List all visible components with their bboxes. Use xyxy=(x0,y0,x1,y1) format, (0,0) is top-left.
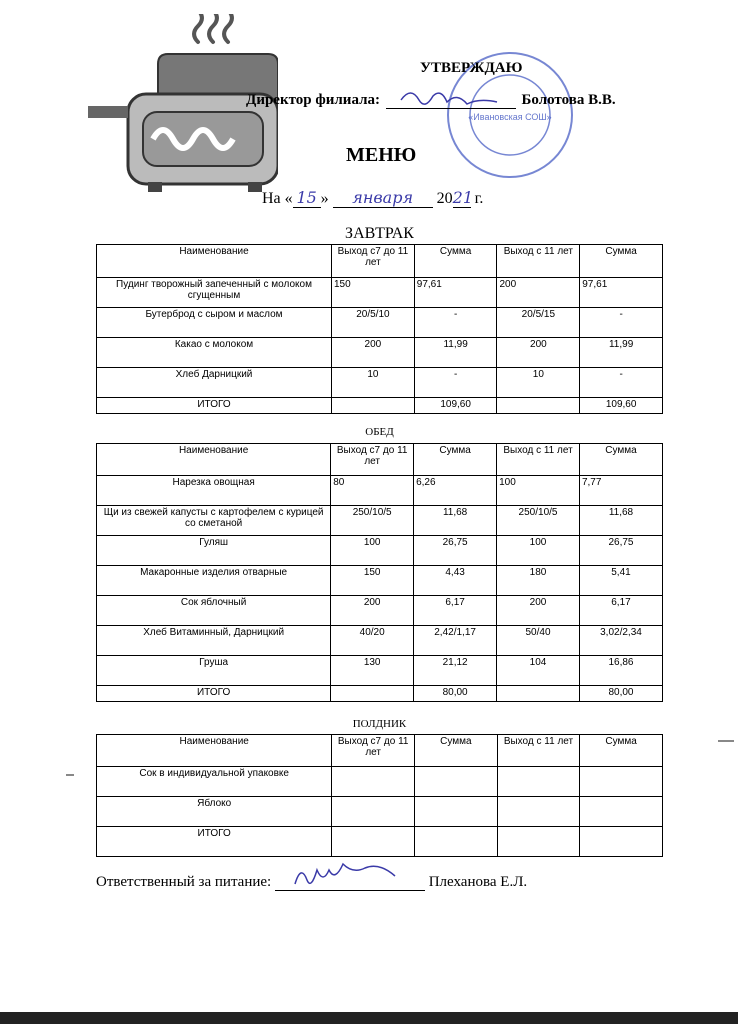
table-row xyxy=(97,626,663,656)
yield-11: 250/10/5 xyxy=(497,506,580,536)
yield-11 xyxy=(497,767,580,797)
sum-7-11 xyxy=(414,767,497,797)
yield-11: 180 xyxy=(497,566,580,596)
table-row xyxy=(97,368,663,398)
yield-11: 200 xyxy=(497,278,580,308)
total-sum-11: 109,60 xyxy=(580,398,663,414)
yield-11 xyxy=(497,797,580,827)
sum-7-11: 2,42/1,17 xyxy=(414,626,497,656)
total-sum-11: 80,00 xyxy=(579,686,662,702)
table-header-row xyxy=(97,245,663,278)
col-header-yield-11: Выход с 11 лет xyxy=(497,444,580,476)
yield-11 xyxy=(497,827,580,857)
total-sum-7-11: 80,00 xyxy=(414,686,497,702)
approve-label: УТВЕРЖДАЮ xyxy=(420,60,523,76)
yield-11: 100 xyxy=(497,536,580,566)
total-sum-7-11: 109,60 xyxy=(414,398,497,414)
sum-7-11: 97,61 xyxy=(414,278,497,308)
col-header-sum: Сумма xyxy=(580,735,663,767)
table-row xyxy=(97,536,663,566)
table-row xyxy=(97,278,663,308)
col-header-sum: Сумма xyxy=(414,245,497,278)
page-title: МЕНЮ xyxy=(346,144,417,166)
yield-11 xyxy=(497,686,580,702)
yield-7-11: 20/5/10 xyxy=(332,308,415,338)
sum-7-11: 26,75 xyxy=(414,536,497,566)
yield-11: 200 xyxy=(497,338,580,368)
dish-name: Гуляш xyxy=(97,536,331,566)
date-year-suffix: 21 xyxy=(452,188,474,207)
sum-7-11 xyxy=(414,797,497,827)
sum-11 xyxy=(580,827,663,857)
sum-11: 11,68 xyxy=(579,506,662,536)
lunch-table xyxy=(96,443,663,702)
col-header-yield-7-11: Выход с7 до 11 лет xyxy=(332,735,415,767)
total-label: ИТОГО xyxy=(97,827,332,857)
dish-name: Макаронные изделия отварные xyxy=(97,566,331,596)
dish-name: Бутерброд с сыром и маслом xyxy=(97,308,332,338)
director-signature-line xyxy=(386,94,516,109)
responsible-label: Ответственный за питание: xyxy=(96,874,272,890)
scan-mark xyxy=(66,774,74,776)
sum-11: - xyxy=(580,308,663,338)
sum-11: 7,77 xyxy=(579,476,662,506)
responsible-line xyxy=(96,874,527,891)
sum-7-11: 11,68 xyxy=(414,506,497,536)
table-row xyxy=(97,596,663,626)
lunch-title: ОБЕД xyxy=(365,426,394,438)
table-row xyxy=(97,476,663,506)
yield-7-11 xyxy=(332,797,415,827)
sum-7-11: 6,26 xyxy=(414,476,497,506)
sum-11: - xyxy=(580,368,663,398)
dish-name: Сок в индивидуальной упаковке xyxy=(97,767,332,797)
breakfast-title: ЗАВТРАК xyxy=(345,225,414,242)
yield-7-11 xyxy=(332,398,415,414)
yield-7-11: 200 xyxy=(331,596,414,626)
sum-11: 16,86 xyxy=(579,656,662,686)
yield-7-11: 100 xyxy=(331,536,414,566)
dish-name: Хлеб Дарницкий xyxy=(97,368,332,398)
sum-11: 3,02/2,34 xyxy=(579,626,662,656)
table-total-row xyxy=(97,686,663,702)
sum-11 xyxy=(580,767,663,797)
yield-7-11: 200 xyxy=(332,338,415,368)
col-header-name: Наименование xyxy=(97,444,331,476)
date-day: 15 xyxy=(293,188,321,208)
sum-7-11: 11,99 xyxy=(414,338,497,368)
director-line xyxy=(246,92,616,109)
table-header-row xyxy=(97,735,663,767)
total-label: ИТОГО xyxy=(97,686,331,702)
director-label: Директор филиала: xyxy=(246,92,380,108)
yield-11: 200 xyxy=(497,596,580,626)
svg-text:«Ивановская СОШ»: «Ивановская СОШ» xyxy=(468,112,552,122)
sum-7-11: 6,17 xyxy=(414,596,497,626)
table-row xyxy=(97,338,663,368)
director-name: Болотова В.В. xyxy=(521,92,616,108)
responsible-signature-line xyxy=(275,874,425,891)
col-header-sum: Сумма xyxy=(579,444,662,476)
scan-mark xyxy=(718,740,734,742)
yield-11 xyxy=(497,398,580,414)
dish-name: Щи из свежей капусты с картофелем с курицей со сметаной xyxy=(97,506,331,536)
yield-7-11: 150 xyxy=(331,566,414,596)
yield-7-11: 250/10/5 xyxy=(331,506,414,536)
sum-7-11: 21,12 xyxy=(414,656,497,686)
col-header-sum: Сумма xyxy=(414,735,497,767)
col-header-yield-7-11: Выход с7 до 11 лет xyxy=(332,245,415,278)
yield-7-11 xyxy=(332,767,415,797)
sum-11: 6,17 xyxy=(579,596,662,626)
yield-11: 104 xyxy=(497,656,580,686)
yield-7-11: 130 xyxy=(331,656,414,686)
yield-11: 100 xyxy=(497,476,580,506)
total-label: ИТОГО xyxy=(97,398,332,414)
sum-7-11: - xyxy=(414,308,497,338)
yield-11: 10 xyxy=(497,368,580,398)
dish-name: Нарезка овощная xyxy=(97,476,331,506)
yield-7-11: 150 xyxy=(332,278,415,308)
responsible-name: Плеханова Е.Л. xyxy=(428,874,528,890)
sum-7-11 xyxy=(414,827,497,857)
sum-7-11: - xyxy=(414,368,497,398)
col-header-name: Наименование xyxy=(97,245,332,278)
sum-11 xyxy=(580,797,663,827)
yield-7-11 xyxy=(332,827,415,857)
yield-11: 20/5/15 xyxy=(497,308,580,338)
snack-table xyxy=(96,734,663,857)
table-row xyxy=(97,797,663,827)
scan-edge-bar xyxy=(0,1012,738,1024)
col-header-yield-11: Выход с 11 лет xyxy=(497,245,580,278)
sum-11: 5,41 xyxy=(579,566,662,596)
yield-7-11: 80 xyxy=(331,476,414,506)
sum-11: 26,75 xyxy=(579,536,662,566)
table-total-row xyxy=(97,827,663,857)
table-row xyxy=(97,656,663,686)
yield-7-11 xyxy=(331,686,414,702)
date-prefix: На « xyxy=(262,190,293,207)
table-row xyxy=(97,767,663,797)
yield-7-11: 10 xyxy=(332,368,415,398)
yield-11: 50/40 xyxy=(497,626,580,656)
col-header-name: Наименование xyxy=(97,735,332,767)
dish-name: Пудинг творожный запеченный с молоком сгущенным xyxy=(97,278,332,308)
table-row xyxy=(97,308,663,338)
sum-11: 11,99 xyxy=(580,338,663,368)
director-signature xyxy=(396,86,526,108)
breakfast-table xyxy=(96,244,663,414)
col-header-sum: Сумма xyxy=(414,444,497,476)
date-mid: » xyxy=(320,190,329,207)
table-row xyxy=(97,506,663,536)
table-total-row xyxy=(97,398,663,414)
sum-7-11: 4,43 xyxy=(414,566,497,596)
date-year-prefix: 20 xyxy=(436,190,453,207)
date-suffix: г. xyxy=(474,190,484,207)
dish-name: Груша xyxy=(97,656,331,686)
sum-11: 97,61 xyxy=(580,278,663,308)
col-header-yield-11: Выход с 11 лет xyxy=(497,735,580,767)
col-header-yield-7-11: Выход с7 до 11 лет xyxy=(331,444,414,476)
date-month: января xyxy=(333,188,433,208)
yield-7-11: 40/20 xyxy=(331,626,414,656)
snack-title: ПОЛДНИК xyxy=(352,718,407,730)
dish-name: Яблоко xyxy=(97,797,332,827)
responsible-signature xyxy=(289,862,439,892)
dish-name: Сок яблочный xyxy=(97,596,331,626)
dish-name: Хлеб Витаминный, Дарницкий xyxy=(97,626,331,656)
table-row xyxy=(97,566,663,596)
table-header-row xyxy=(97,444,663,476)
col-header-sum: Сумма xyxy=(580,245,663,278)
date-line xyxy=(262,188,483,208)
dish-name: Какао с молоком xyxy=(97,338,332,368)
